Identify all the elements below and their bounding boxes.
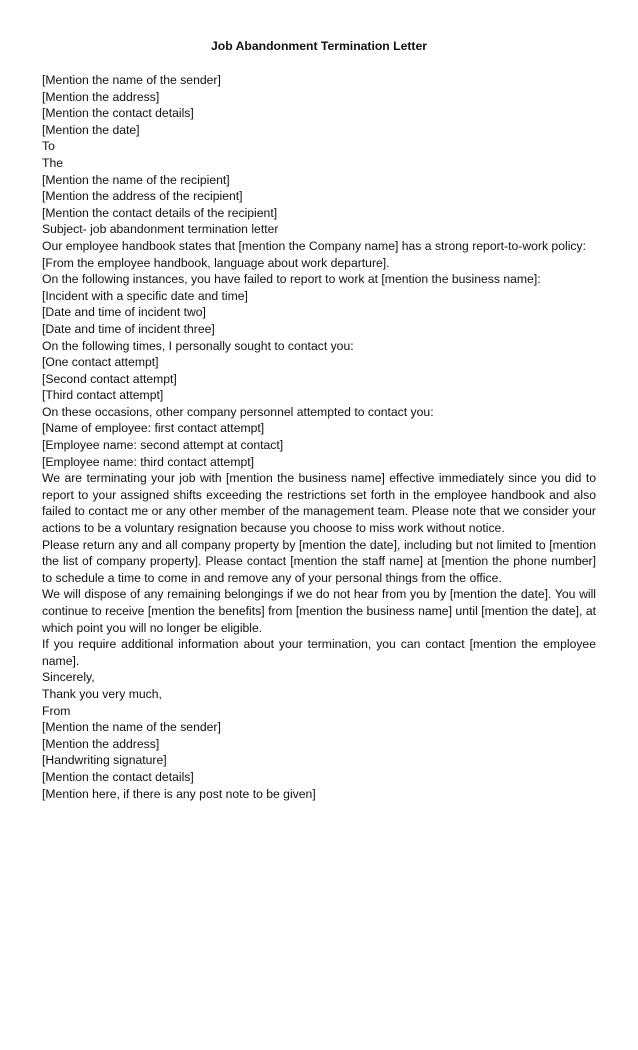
letter-body: [42, 72, 596, 802]
closing-post-note: [Mention here, if there is any post note to be given]: [42, 786, 316, 801]
personnel-intro: On these occasions, other company personnel attempted to contact you:: [42, 404, 434, 419]
personnel-contacts-list: [42, 404, 596, 470]
sender-block: [42, 72, 596, 122]
subject-text: Subject- job abandonment termination letter: [42, 222, 279, 237]
contacts-list: [42, 338, 596, 404]
recipient-address: [Mention the address of the recipient]: [42, 189, 243, 204]
closing-contact-details: [Mention the contact details]: [42, 769, 194, 784]
sender-name: [Mention the name of the sender]: [42, 73, 221, 87]
sender-address: [Mention the address]: [42, 89, 160, 104]
closing-sincerely: Sincerely,: [42, 670, 95, 685]
subject-line: [42, 221, 596, 238]
contact-item: [Second contact attempt]: [42, 371, 177, 386]
letter-date: [Mention the date]: [42, 122, 140, 137]
incident-item: [Date and time of incident two]: [42, 305, 206, 320]
personnel-item: [Name of employee: first contact attempt]: [42, 421, 265, 436]
closing-sender-address: [Mention the address]: [42, 736, 160, 751]
date-line: [42, 122, 596, 139]
recipient-contact: [Mention the contact details of the recipient]: [42, 205, 278, 220]
document-title: Job Abandonment Termination Letter: [211, 39, 427, 53]
contacts-intro: On the following times, I personally sought to contact you:: [42, 338, 354, 353]
contact-item: [One contact attempt]: [42, 355, 159, 370]
handbook-language-line: [From the employee handbook, language about work departure].: [42, 255, 390, 270]
info-paragraph: If you require additional information about your termination, you can contact [mention the employee name].: [42, 637, 596, 668]
property-paragraph: Please return any and all company property by [mention the date], including but not limited to [mention the list of company property]. Please contact [mention the staff name] at [mention the phone number] to schedule a time to come in and remove any of your personal things from the office.: [42, 537, 596, 585]
personnel-item: [Employee name: third contact attempt]: [42, 454, 255, 469]
recipient-to: To: [42, 139, 55, 154]
closing-sender-name: [Mention the name of the sender]: [42, 720, 221, 735]
handbook-paragraph: [42, 238, 596, 271]
recipient-block: [42, 138, 596, 221]
closing-thanks: Thank you very much,: [42, 686, 162, 701]
sender-contact: [Mention the contact details]: [42, 106, 194, 121]
personnel-item: [Employee name: second attempt at contact]: [42, 438, 284, 453]
incidents-list: [42, 271, 596, 337]
termination-paragraph: We are terminating your job with [mention the business name] effective immediately since you did to report to your assigned shifts exceeding the restrictions set forth in the employee handbook and also failed to contact me or any other member of the management team. Please note that we consider your actions to be a voluntary resignation because you choose to miss work without notice.: [42, 471, 596, 536]
closing-block: [42, 669, 596, 802]
incident-item: [Incident with a specific date and time]: [42, 288, 248, 303]
incident-item: [Date and time of incident three]: [42, 321, 215, 336]
handbook-policy-line: Our employee handbook states that [mention the Company name] has a strong report-to-work policy:: [42, 238, 586, 253]
closing-from: From: [42, 703, 71, 718]
closing-signature: [Handwriting signature]: [42, 753, 167, 768]
recipient-name: [Mention the name of the recipient]: [42, 172, 230, 187]
contact-item: [Third contact attempt]: [42, 388, 164, 403]
recipient-the: The: [42, 155, 64, 170]
belongings-paragraph: We will dispose of any remaining belongings if we do not hear from you by [mention the date]. You will continue to receive [mention the benefits] from [mention the business name] until [mention the date], at which point you will no longer be eligible.: [42, 587, 596, 635]
incidents-intro: On the following instances, you have failed to report to work at [mention the business name]:: [42, 272, 541, 287]
